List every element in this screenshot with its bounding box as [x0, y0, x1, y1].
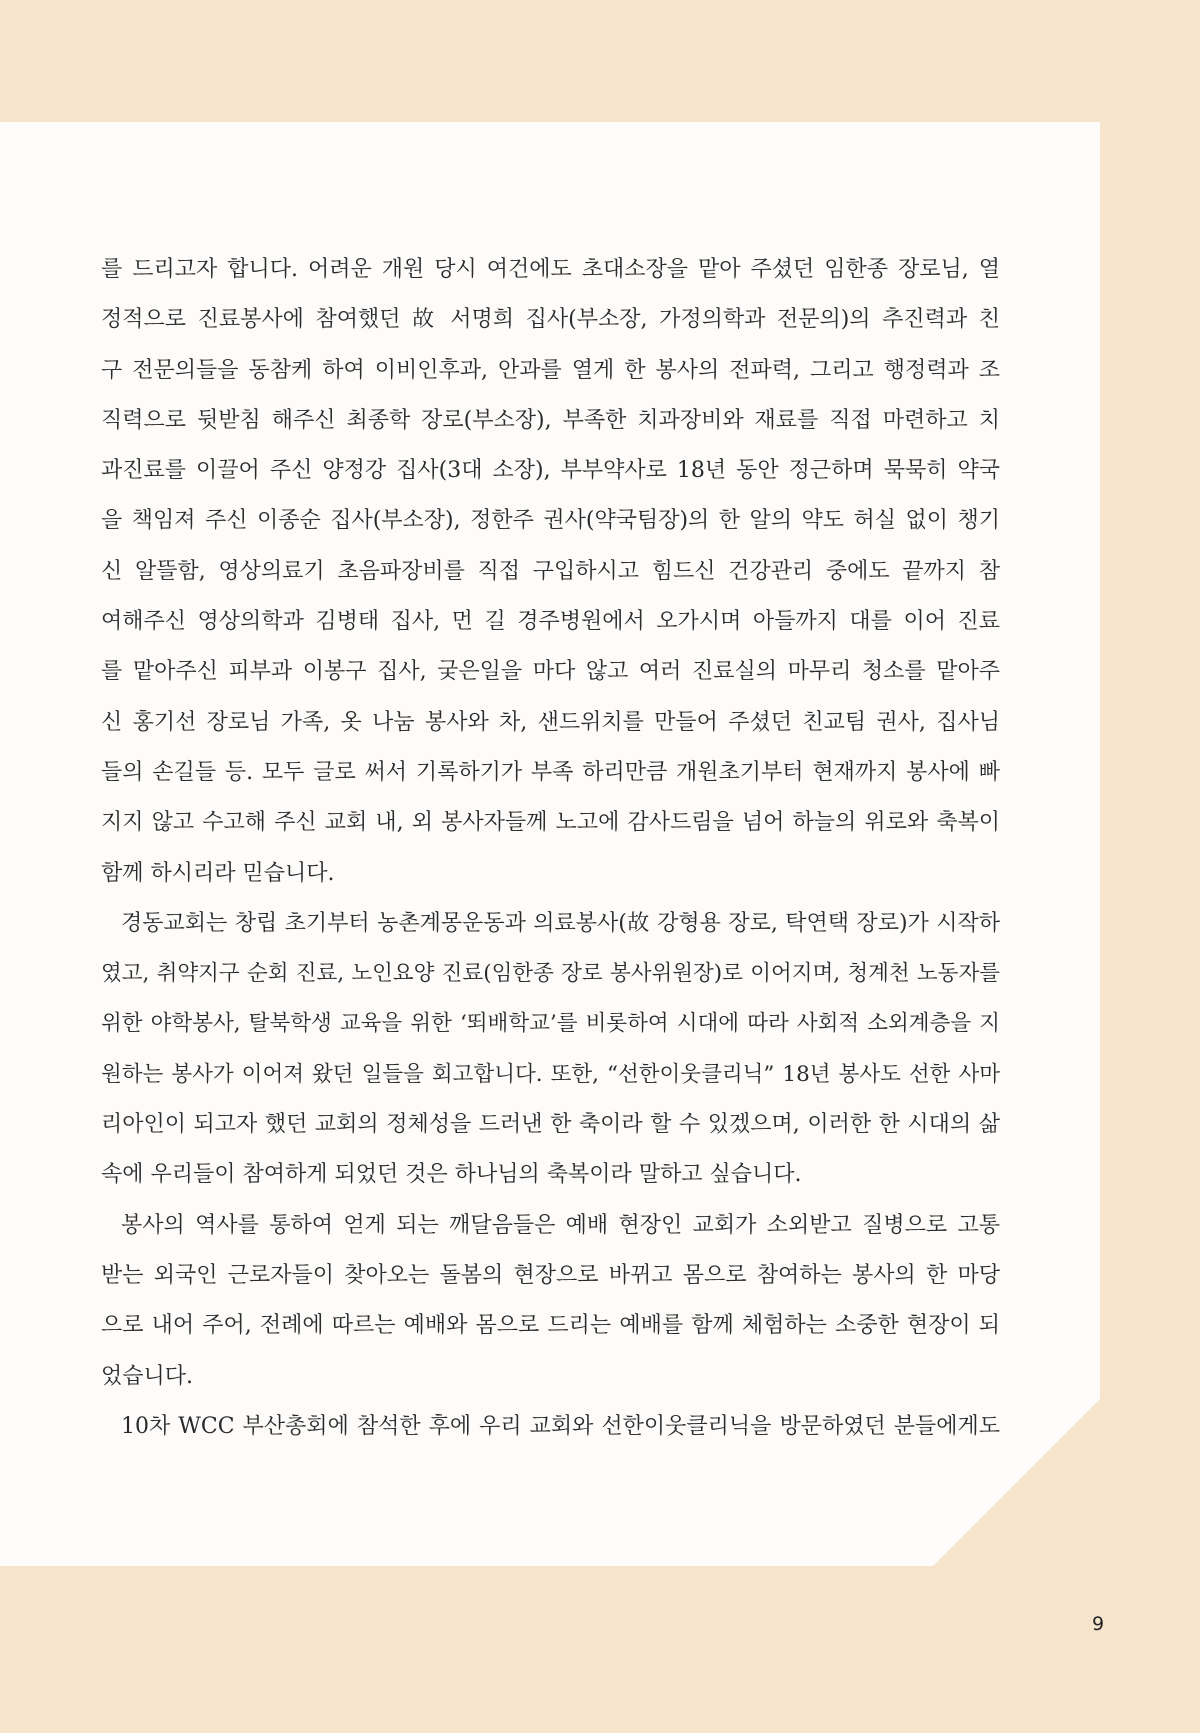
text-line: 신 홍기선 장로님 가족, 옷 나눔 봉사와 차, 샌드위치를 만들어 주셨던 친교팀 권사, 집사님: [101, 709, 1000, 735]
text-line: 신 알뜰함, 영상의료기 초음파장비를 직접 구입하시고 힘드신 건강관리 중에도 끝까지 참: [101, 558, 1000, 584]
text-line: 를 맡아주신 피부과 이봉구 집사, 궂은일을 마다 않고 여러 진료실의 마무리 청소를 맡아주: [101, 659, 1000, 685]
text-line: 위한 야학봉사, 탈북학생 교육을 위한 ‘뙤배학교’를 비롯하여 시대에 따라 사회적 소외계층을 지: [101, 1011, 1000, 1037]
text-line: 10차 WCC 부산총회에 참석한 후에 우리 교회와 선한이웃클리닉을 방문하였던 분들에게도: [121, 1413, 1000, 1439]
text-line: 들의 손길들 등. 모두 글로 써서 기록하기가 부족 하리만큼 개원초기부터 현재까지 봉사에 빠: [101, 759, 1000, 785]
text-line: 속에 우리들이 참여하게 되었던 것은 하나님의 축복이라 말하고 싶습니다.: [101, 1162, 802, 1188]
text-line: 으로 내어 주어, 전례에 따르는 예배와 몸으로 드리는 예배를 함께 체험하는 소중한 현장이 되: [101, 1313, 1000, 1339]
text-line: 을 책임져 주신 이종순 집사(부소장), 정한주 권사(약국팀장)의 한 알의 약도 허실 없이 챙기: [101, 508, 1000, 534]
text-line: 지지 않고 수고해 주신 교회 내, 외 봉사자들께 노고에 감사드림을 넘어 하늘의 위로와 축복이: [101, 810, 1000, 836]
body-text: [101, 245, 1000, 1452]
text-line: 였고, 취약지구 순회 진료, 노인요양 진료(임한종 장로 봉사위원장)로 이어지며, 청계천 노동자를: [101, 961, 1000, 987]
text-line: 함께 하시리라 믿습니다.: [101, 860, 335, 886]
text-line: 정적으로 진료봉사에 참여했던 故 서명희 집사(부소장, 가정의학과 전문의)의 추진력과 친: [101, 307, 1000, 333]
text-line: 봉사의 역사를 통하여 얻게 되는 깨달음들은 예배 현장인 교회가 소외받고 질병으로 고통: [121, 1212, 1000, 1238]
text-line: 를 드리고자 합니다. 어려운 개원 당시 여건에도 초대소장을 맡아 주셨던 임한종 장로님, 열: [101, 257, 1000, 282]
text-line: 리아인이 되고자 했던 교회의 정체성을 드러낸 한 축이라 할 수 있겠으며, 이러한 한 시대의 삶: [101, 1112, 1000, 1138]
text-line: 받는 외국인 근로자들이 찾아오는 돌봄의 현장으로 바뀌고 몸으로 참여하는 봉사의 한 마당: [101, 1262, 1000, 1288]
text-line: 직력으로 뒷받침 해주신 최종학 장로(부소장), 부족한 치과장비와 재료를 직접 마련하고 치: [101, 407, 1000, 433]
text-line: 과진료를 이끌어 주신 양정강 집사(3대 소장), 부부약사로 18년 동안 정근하며 묵묵히 약국: [101, 458, 1000, 484]
text-line: 구 전문의들을 동참케 하여 이비인후과, 안과를 열게 한 봉사의 전파력, 그리고 행정력과 조: [101, 357, 1000, 383]
text-line: 여해주신 영상의학과 김병태 집사, 먼 길 경주병원에서 오가시며 아들까지 대를 이어 진료: [101, 609, 1000, 635]
page-number: 9: [1091, 1613, 1105, 1635]
text-line: 경동교회는 창립 초기부터 농촌계몽운동과 의료봉사(故 강형용 장로, 탁연택 장로)가 시작하: [121, 910, 1000, 936]
text-line: 었습니다.: [101, 1363, 194, 1389]
text-line: 원하는 봉사가 이어져 왔던 일들을 회고합니다. 또한, “선한이웃클리닉” 18년 봉사도 선한 사마: [101, 1061, 1000, 1087]
